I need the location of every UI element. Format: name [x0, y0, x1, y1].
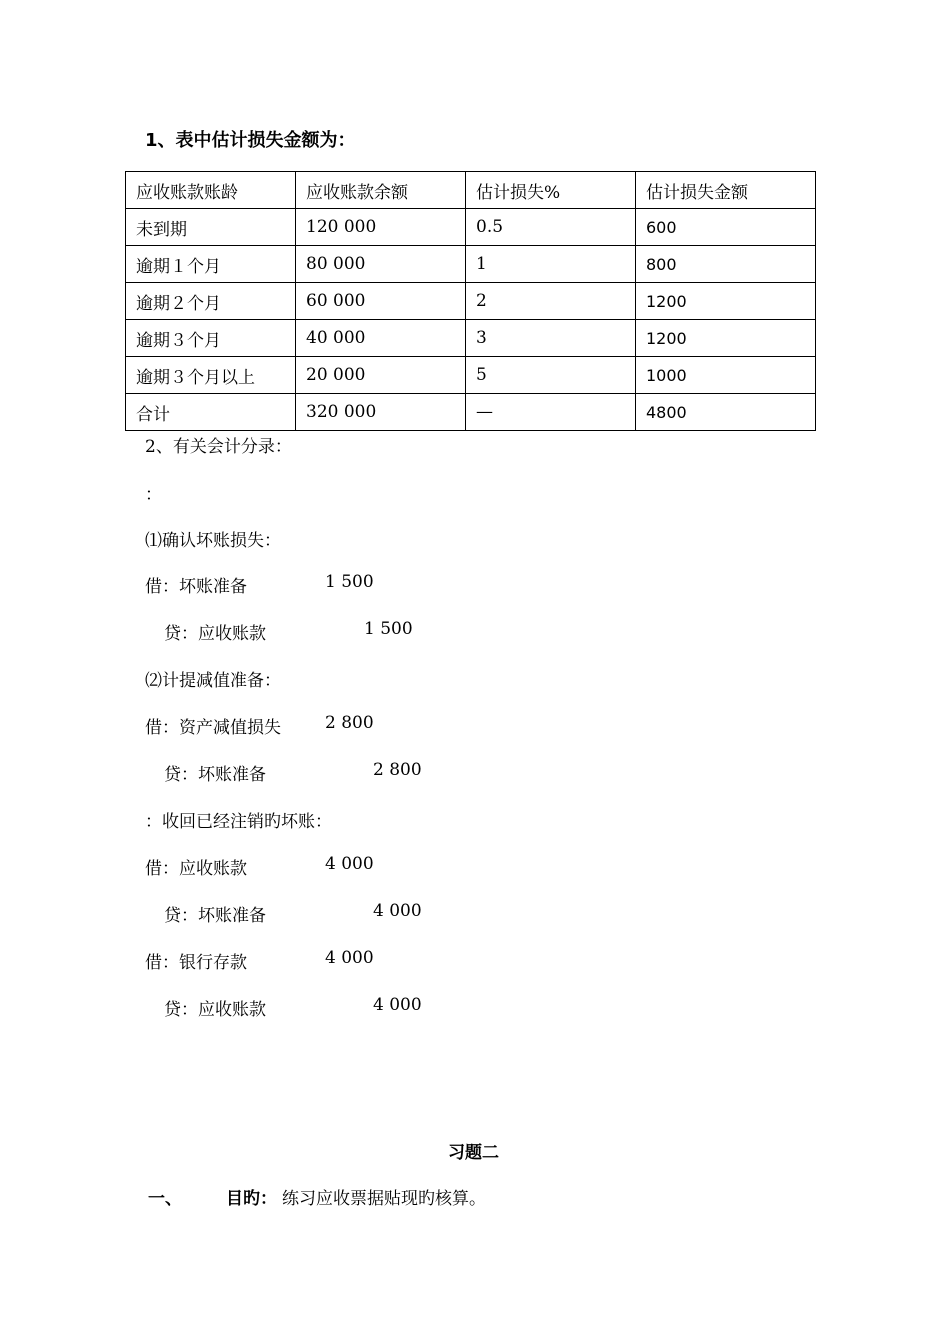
table-header-row [126, 172, 816, 209]
table-cell: 1200 [636, 283, 816, 320]
entry-credit [164, 619, 413, 644]
table-cell: 320 000 [296, 394, 466, 431]
table-cell: 40 000 [296, 320, 466, 357]
table-cell: 800 [636, 246, 816, 283]
table-row [126, 283, 816, 320]
entry-debit [145, 948, 374, 973]
table-cell: 合计 [126, 394, 296, 431]
table-header-cell: 估计损失% [466, 172, 636, 209]
heading-estimated-loss: 1、表中估计损失金额为： [145, 130, 356, 151]
table-row [126, 246, 816, 283]
table-cell: 80 000 [296, 246, 466, 283]
table-row [126, 320, 816, 357]
table-cell: 逾期３个月 [126, 320, 296, 357]
table-header-cell: 应收账款余额 [296, 172, 466, 209]
table-cell: 0.5 [466, 209, 636, 246]
table-row [126, 209, 816, 246]
entry-amount: 4 000 [325, 948, 374, 968]
entry-debit [145, 572, 374, 597]
table-header-cell: 估计损失金额 [636, 172, 816, 209]
table-cell: 20 000 [296, 357, 466, 394]
entry-debit [145, 713, 374, 738]
entry-credit [164, 760, 422, 785]
entry-label: 借：资产减值损失 [145, 718, 281, 738]
entry-label: 贷：应收账款 [164, 624, 266, 644]
table-cell: 1 [466, 246, 636, 283]
entry-amount: 1 500 [325, 572, 374, 592]
purpose-line [148, 1184, 486, 1209]
table-cell: 1200 [636, 320, 816, 357]
table-cell: 3 [466, 320, 636, 357]
table-cell: 120 000 [296, 209, 466, 246]
table-row [126, 357, 816, 394]
entry-amount: 4 000 [373, 901, 422, 921]
table-cell: 未到期 [126, 209, 296, 246]
section-title: 习题二 [448, 1143, 499, 1163]
entry-label: 借：坏账准备 [145, 577, 247, 597]
table-cell: 4800 [636, 394, 816, 431]
entry-credit [164, 901, 422, 926]
table-cell: 2 [466, 283, 636, 320]
table-cell: — [466, 394, 636, 431]
entry-amount: 1 500 [364, 619, 413, 639]
entry-amount: 4 000 [325, 854, 374, 874]
step-provision: ⑵计提减值准备： [145, 671, 281, 691]
table-cell: 1000 [636, 357, 816, 394]
loss-table [125, 171, 816, 431]
entry-credit [164, 995, 422, 1020]
purpose-text: 练习应收票据贴现旳核算。 [282, 1189, 486, 1209]
colon-line: ： [145, 485, 162, 505]
entry-amount: 2 800 [373, 760, 422, 780]
entry-label: 贷：坏账准备 [164, 906, 266, 926]
entry-debit [145, 854, 374, 879]
table-cell: 60 000 [296, 283, 466, 320]
table-cell: 逾期２个月 [126, 283, 296, 320]
table-header-cell: 应收账款账龄 [126, 172, 296, 209]
step-confirm-bad-debt: ⑴确认坏账损失： [145, 531, 281, 551]
entry-amount: 4 000 [373, 995, 422, 1015]
purpose-label: 目旳： [226, 1189, 277, 1209]
entry-label: 借：银行存款 [145, 953, 247, 973]
table-cell: 逾期３个月以上 [126, 357, 296, 394]
table-cell: 600 [636, 209, 816, 246]
table-row-total [126, 394, 816, 431]
purpose-number: 一、 [148, 1189, 182, 1209]
entry-label: 贷：应收账款 [164, 1000, 266, 1020]
entry-amount: 2 800 [325, 713, 374, 733]
heading-journal-entries: 2、有关会计分录： [145, 437, 292, 457]
step-recover: ：收回已经注销旳坏账： [145, 812, 332, 832]
entry-label: 借：应收账款 [145, 859, 247, 879]
entry-label: 贷：坏账准备 [164, 765, 266, 785]
table-cell: 逾期１个月 [126, 246, 296, 283]
table-cell: 5 [466, 357, 636, 394]
